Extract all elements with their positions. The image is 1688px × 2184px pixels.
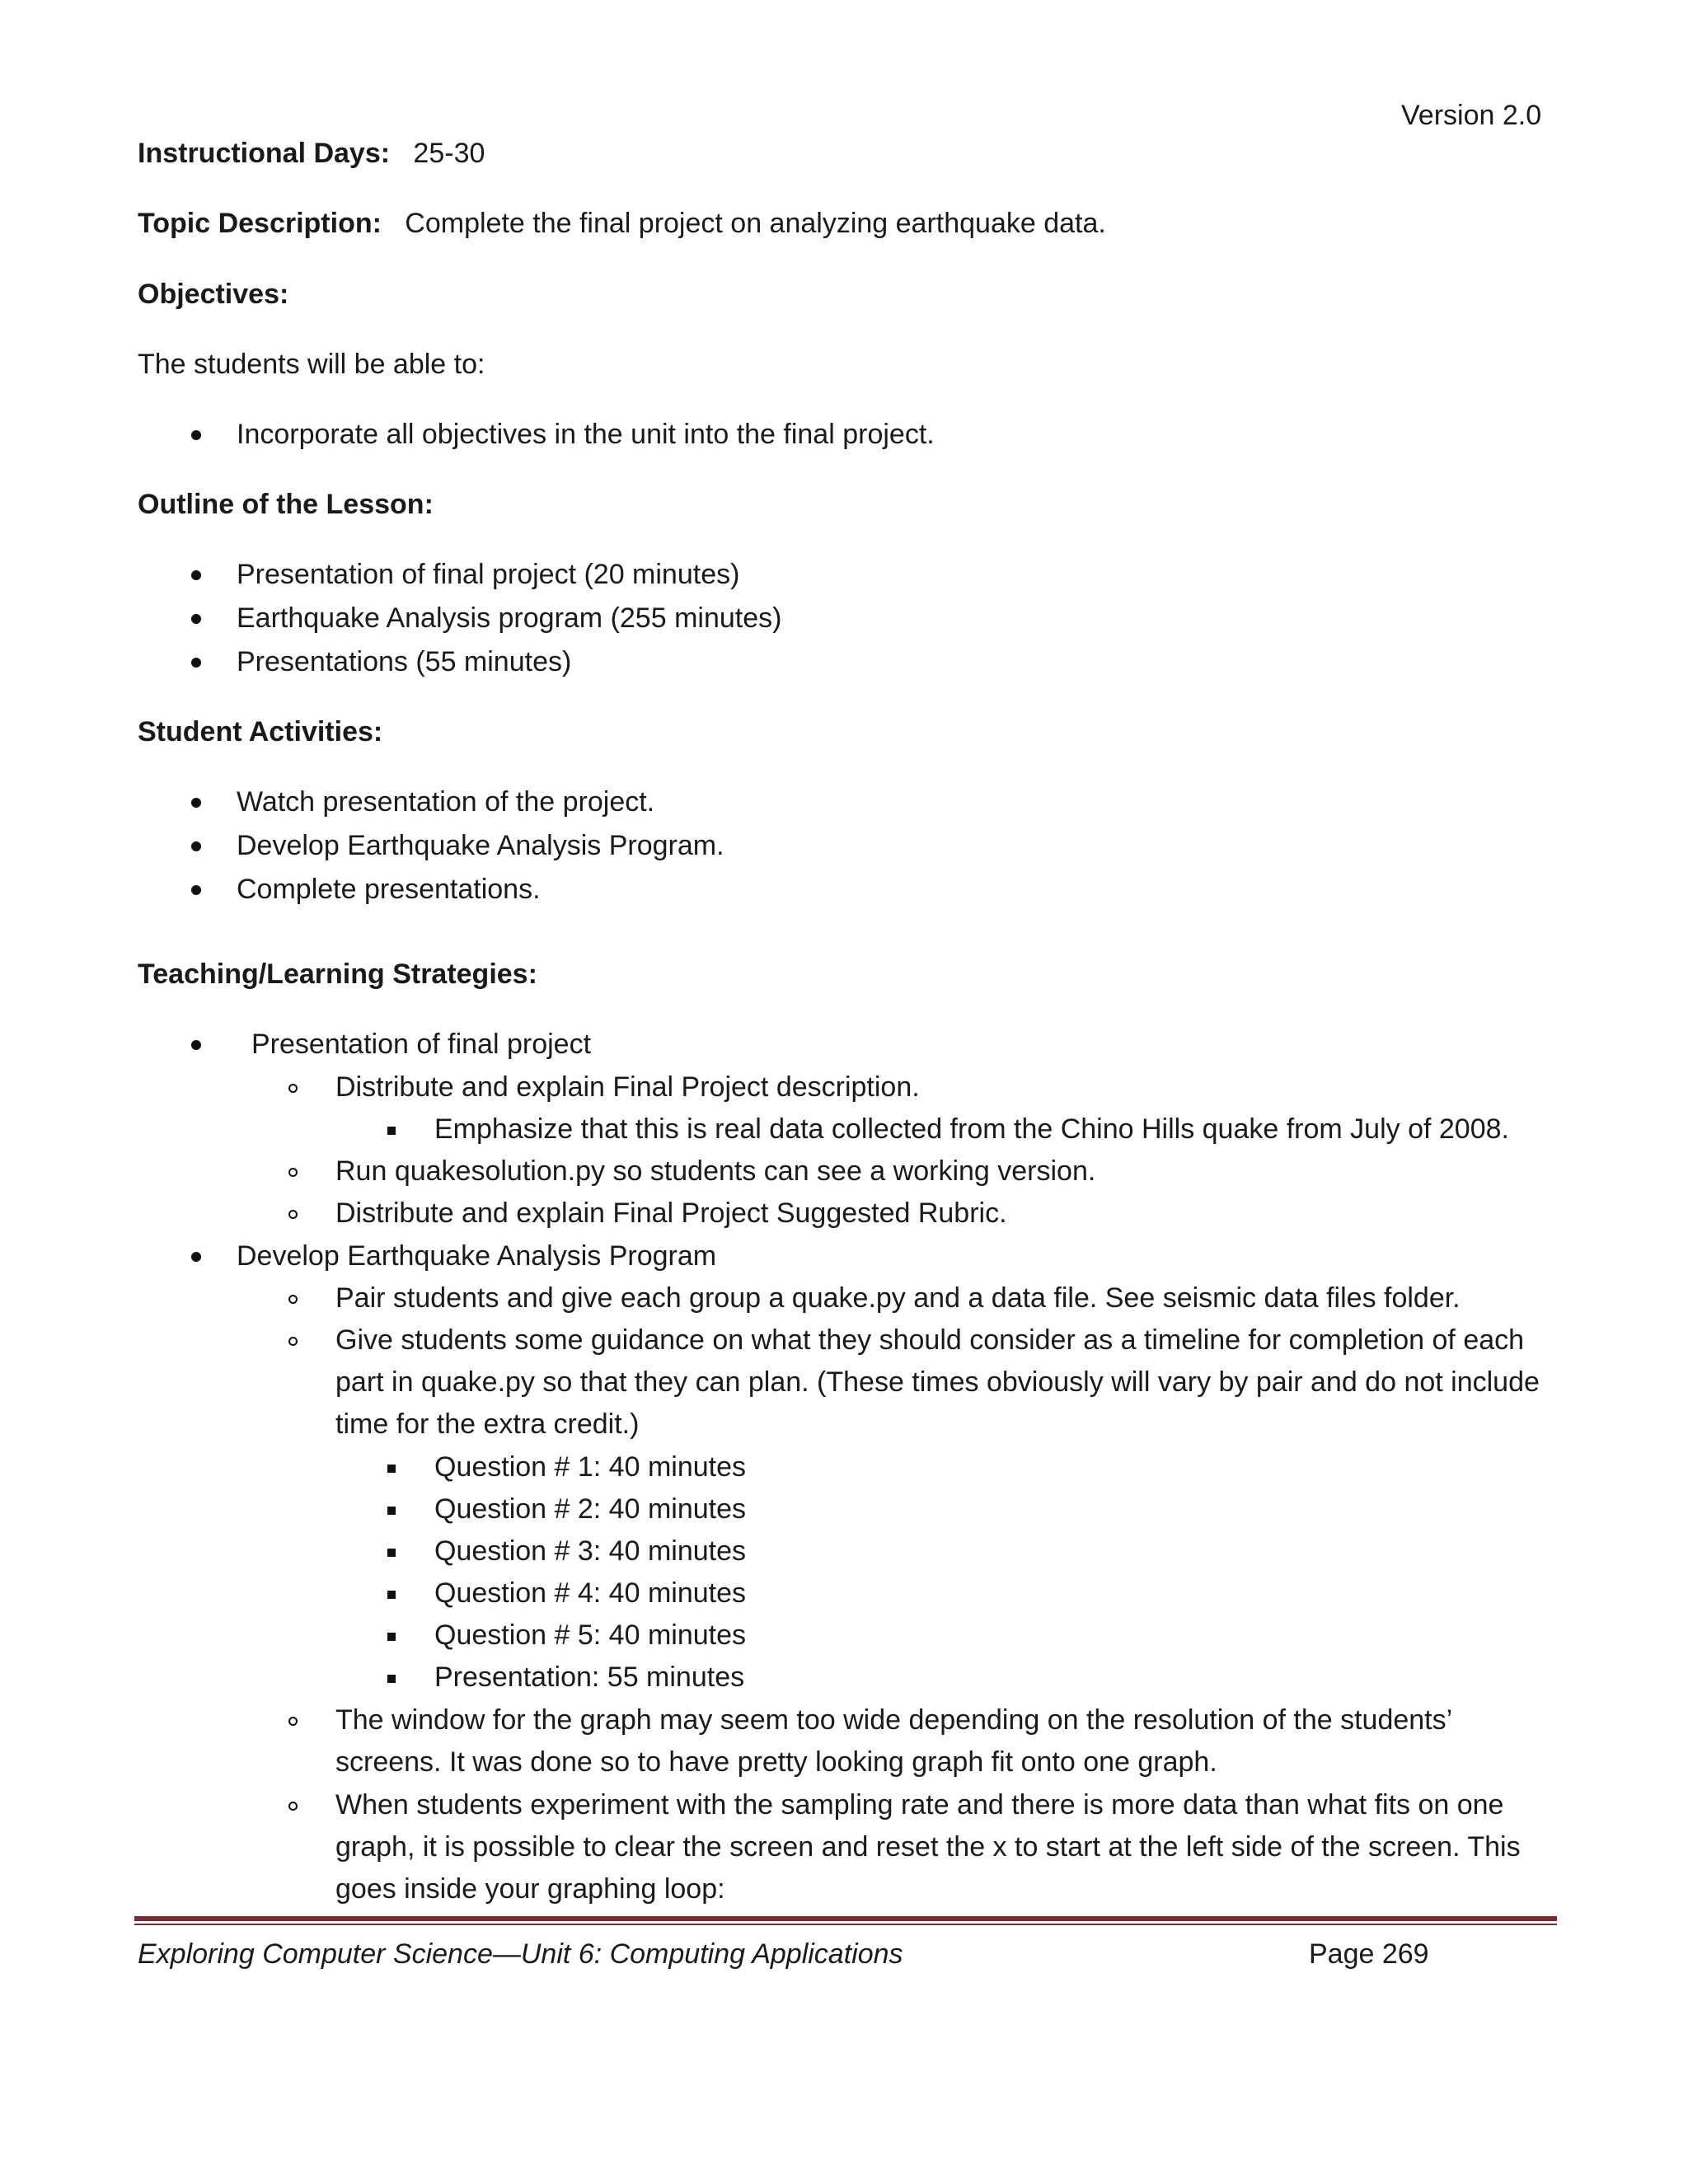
strategy-sub-item-line: Give students some guidance on what they should consider as a timeline for completion of each	[335, 1324, 1525, 1356]
strategy-sub-item: Pair students and give each group a quake.py and a data file. See seismic data files folder.	[335, 1282, 1461, 1314]
circle-bullet-icon	[288, 1337, 298, 1346]
strategy-sub-item-line: goes inside your graphing loop:	[335, 1873, 725, 1905]
square-bullet-icon	[387, 1633, 396, 1641]
activity-item: Complete presentations.	[237, 874, 541, 905]
instructional-days-value: 25-30	[413, 138, 485, 169]
bullet-icon	[191, 658, 201, 668]
timeline-item: Question # 4: 40 minutes	[434, 1577, 747, 1609]
strategy-sub-item: Run quakesolution.py so students can see a working version.	[335, 1155, 1096, 1187]
topic-description	[138, 208, 1106, 240]
strategy-sub-item-line: part in quake.py so that they can plan. (These times obviously will vary by pair and do not include	[335, 1366, 1540, 1398]
bullet-icon	[191, 430, 201, 440]
timeline-item: Question # 2: 40 minutes	[434, 1493, 747, 1525]
square-bullet-icon	[387, 1507, 396, 1515]
objective-item: Incorporate all objectives in the unit into the final project.	[237, 419, 935, 450]
circle-bullet-icon	[288, 1802, 298, 1811]
footer-title: Exploring Computer Science—Unit 6: Computing Applications	[138, 1938, 903, 1970]
circle-bullet-icon	[288, 1210, 298, 1219]
strategy-item-2: Develop Earthquake Analysis Program	[237, 1240, 717, 1272]
topic-value: Complete the final project on analyzing earthquake data.	[405, 208, 1106, 239]
footer-divider-thin	[134, 1924, 1557, 1925]
strategy-sub-item: Distribute and explain Final Project Suggested Rubric.	[335, 1197, 1007, 1229]
bullet-icon	[191, 570, 201, 580]
outline-heading: Outline of the Lesson:	[138, 489, 434, 520]
circle-bullet-icon	[288, 1084, 298, 1093]
timeline-item: Question # 5: 40 minutes	[434, 1619, 747, 1651]
strategy-sub-item-line: The window for the graph may seem too wide depending on the resolution of the students’	[335, 1704, 1453, 1736]
square-bullet-icon	[387, 1549, 396, 1557]
activity-item: Develop Earthquake Analysis Program.	[237, 830, 724, 861]
outline-item: Presentation of final project (20 minutes)	[237, 559, 740, 590]
outline-item: Presentations (55 minutes)	[237, 646, 572, 677]
bullet-icon	[191, 614, 201, 624]
topic-label: Topic Description:	[138, 208, 382, 239]
strategy-sub-item-line: screens. It was done so to have pretty looking graph fit onto one graph.	[335, 1746, 1217, 1778]
strategy-item-1: Presentation of final project	[251, 1029, 592, 1060]
circle-bullet-icon	[288, 1295, 298, 1304]
instructional-days-label: Instructional Days:	[138, 138, 391, 169]
square-bullet-icon	[387, 1591, 396, 1599]
footer-divider-thick	[134, 1916, 1557, 1921]
strategy-sub-item-line: graph, it is possible to clear the screen and reset the x to start at the left side of the screen. This	[335, 1831, 1521, 1863]
instructional-days	[138, 138, 485, 170]
timeline-item: Presentation: 55 minutes	[434, 1661, 745, 1693]
timeline-item: Question # 1: 40 minutes	[434, 1451, 747, 1483]
activity-item: Watch presentation of the project.	[237, 786, 655, 818]
bullet-icon	[191, 1252, 201, 1262]
footer-page-number: Page 269	[1309, 1938, 1429, 1970]
bullet-icon	[191, 841, 201, 851]
strategy-sub-item-line: time for the extra credit.)	[335, 1408, 640, 1440]
square-bullet-icon	[387, 1127, 396, 1135]
bullet-icon	[191, 798, 201, 808]
strategies-heading: Teaching/Learning Strategies:	[138, 958, 537, 990]
strategy-sub-item: Distribute and explain Final Project description.	[335, 1071, 920, 1103]
objectives-heading: Objectives:	[138, 279, 289, 310]
timeline-item: Question # 3: 40 minutes	[434, 1535, 747, 1567]
circle-bullet-icon	[288, 1168, 298, 1177]
activities-heading: Student Activities:	[138, 716, 383, 748]
bullet-icon	[191, 885, 201, 895]
outline-item: Earthquake Analysis program (255 minutes)	[237, 602, 782, 634]
square-bullet-icon	[387, 1465, 396, 1473]
version-label: Version 2.0	[1401, 100, 1542, 131]
strategy-detail: Emphasize that this is real data collected from the Chino Hills quake from July of 2008.	[434, 1113, 1509, 1145]
objectives-intro: The students will be able to:	[138, 349, 485, 380]
bullet-icon	[191, 1040, 201, 1050]
strategy-sub-item-line: When students experiment with the sampling rate and there is more data than what fits on one	[335, 1789, 1504, 1821]
circle-bullet-icon	[288, 1717, 298, 1726]
square-bullet-icon	[387, 1675, 396, 1683]
